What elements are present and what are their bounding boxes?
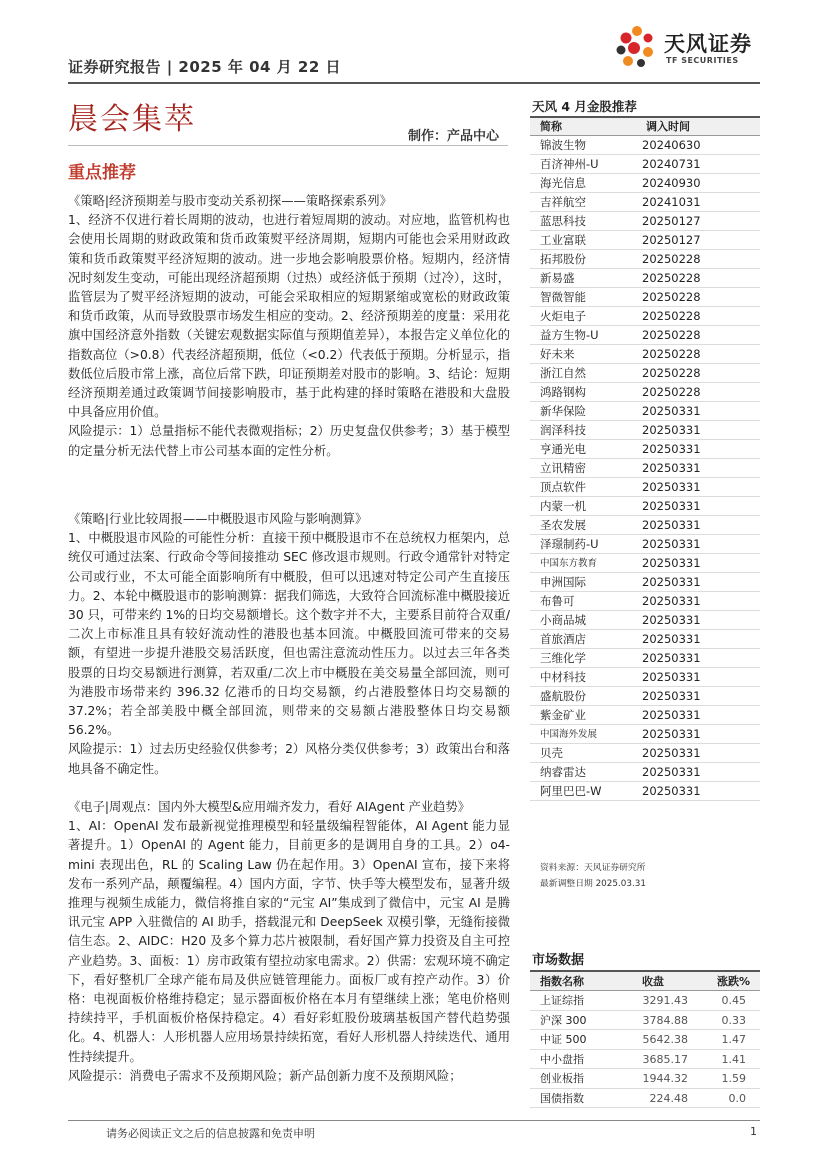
company-logo xyxy=(612,22,762,72)
table-row xyxy=(530,687,760,706)
index-close: 3685.17 xyxy=(642,1052,688,1066)
stock-date: 20240930 xyxy=(642,176,701,190)
stock-name: 立讯精密 xyxy=(540,461,586,475)
stock-date: 20250331 xyxy=(642,556,701,570)
index-name: 上证综指 xyxy=(540,994,584,1007)
table-row xyxy=(530,402,760,421)
stock-name: 中国东方教育 xyxy=(540,558,598,569)
stock-name: 申洲国际 xyxy=(540,575,586,589)
stock-date: 20250228 xyxy=(642,366,701,380)
logo-mark-icon xyxy=(612,22,662,72)
disclaimer: 请务必阅读正文之后的信息披露和免责申明 xyxy=(106,1127,315,1140)
table-row xyxy=(530,763,760,782)
logo-subtitle: TF SECURITIES xyxy=(666,56,739,65)
footer-divider xyxy=(68,1120,760,1121)
index-name: 国债指数 xyxy=(540,1091,584,1105)
index-close: 3784.88 xyxy=(642,1013,688,1027)
col-close-header: 收盘 xyxy=(642,975,664,988)
table-row xyxy=(530,497,760,516)
producer-label: 制作：产品中心 xyxy=(408,129,500,144)
table-row xyxy=(530,1069,760,1089)
market-table-body xyxy=(530,991,760,1108)
stock-date: 20250331 xyxy=(642,746,701,760)
stock-name: 好未来 xyxy=(540,347,575,361)
stock-name: 阿里巴巴-W xyxy=(540,784,602,798)
table-row xyxy=(530,459,760,478)
stock-date: 20250331 xyxy=(642,727,701,741)
table-row xyxy=(530,535,760,554)
stock-date: 20250331 xyxy=(642,689,701,703)
section-title: 重点推荐 xyxy=(68,163,136,183)
stock-date: 20250331 xyxy=(642,632,701,646)
stock-date: 20250331 xyxy=(642,651,701,665)
index-name: 中小盘指 xyxy=(540,1052,584,1066)
table-row xyxy=(530,1030,760,1050)
stock-name: 浙江自然 xyxy=(540,366,586,380)
article-1 xyxy=(68,192,510,461)
stock-date: 20250331 xyxy=(642,784,701,798)
stock-date: 20250331 xyxy=(642,404,701,418)
stock-date: 20250228 xyxy=(642,290,701,304)
index-change: 1.47 xyxy=(721,1033,746,1046)
stock-panel-title: 天风 4 月金股推荐 xyxy=(532,99,637,114)
table-row xyxy=(530,231,760,250)
article-title: 《策略|行业比较周报——中概股退市风险与影响测算》 xyxy=(68,512,368,526)
stock-date: 20250228 xyxy=(642,271,701,285)
index-close: 5642.38 xyxy=(642,1033,688,1046)
stock-date: 20250331 xyxy=(642,537,701,551)
index-name: 中证 500 xyxy=(540,1033,587,1046)
stock-date: 20250331 xyxy=(642,765,701,779)
table-row xyxy=(530,326,760,345)
stock-date: 20240630 xyxy=(642,138,701,152)
stock-name: 小商品城 xyxy=(540,613,586,627)
index-change: 1.41 xyxy=(721,1052,746,1066)
index-close: 3291.43 xyxy=(642,994,688,1007)
stock-date: 20250228 xyxy=(642,252,701,266)
article-risk: 风险提示：1）总量指标不能代表微观指标；2）历史复盘仅供参考；3）基于模型的定量分析无法代替上市公司基本面的定性分析。 xyxy=(68,424,510,458)
stock-picks-panel xyxy=(530,98,760,801)
article-text: 1、AI：OpenAI 发布最新视觉推理模型和轻量级编程智能体，AI Agent 能力显著提升。1）OpenAI 的 Agent 能力，目前更多的是调用自身的工具。2）o4-mini 表现出色，RL 的 Scaling Law 仍在起作用。3）OpenAI 宣布，接下来将发布一系列产品，颠覆编程。4）国内方面，字节、快手等大模型发布，显著升级推理与视频生成能力，微信将推自家的“元宝 AI”集成到了微信中，元宝 AI 是腾讯元宝 APP 入驻微信的 AI 助手，搭载混元和 DeepSeek 双模引擎，无缝衔接微信生态。2、AIDC：H20 及多个算力芯片被限制，看好国产算力投资及自主可控产业趋势。3、面板：1）房市政策有望拉动家电需求。2）供需：宏观环境不确定下，看好整机厂全球产能布局及供应链管理能力。面板厂或有控产动作。3）价格：电视面板价格维持稳定；显示器面板价格在本月有望继续上涨；笔电价格则持续持平，手机面板价格保持稳定。4）看好彩虹股份玻璃基板国产替代趋势强化。4、机器人：人形机器人应用场景持续拓宽，看好人形机器人持续迭代、通用性持续提升。 xyxy=(68,819,510,1064)
stock-name: 三维化学 xyxy=(540,651,586,665)
table-row xyxy=(530,630,760,649)
table-row xyxy=(530,155,760,174)
stock-table-body xyxy=(530,136,760,801)
stock-date: 20250331 xyxy=(642,575,701,589)
market-data-panel xyxy=(530,952,760,1108)
col-name-header: 简称 xyxy=(540,120,562,133)
stock-table-header xyxy=(530,118,760,136)
stock-name: 拓邦股份 xyxy=(540,252,586,266)
title-divider xyxy=(68,145,508,146)
index-change: 0.0 xyxy=(728,1091,746,1105)
stock-name: 亨通光电 xyxy=(540,442,586,456)
update-note: 最新调整日期 2025.03.31 xyxy=(540,879,646,889)
article-risk: 风险提示：消费电子需求不及预期风险；新产品创新力度不及预期风险； xyxy=(68,1068,462,1083)
stock-date: 20250331 xyxy=(642,442,701,456)
stock-name: 内蒙一机 xyxy=(540,499,586,513)
stock-date: 20250331 xyxy=(642,499,701,513)
header-divider xyxy=(68,82,760,84)
stock-date: 20250331 xyxy=(642,480,701,494)
table-row xyxy=(530,383,760,402)
table-row xyxy=(530,668,760,687)
market-table-header xyxy=(530,972,760,991)
table-row xyxy=(530,1089,760,1109)
article-risk: 风险提示：1）过去历史经验仅供参考；2）风格分类仅供参考；3）政策出台和落地具备不确定性。 xyxy=(68,742,510,776)
table-row xyxy=(530,193,760,212)
stock-date: 20250228 xyxy=(642,385,701,399)
stock-panel-notes xyxy=(540,860,646,892)
table-row xyxy=(530,744,760,763)
stock-name: 工业富联 xyxy=(540,233,586,247)
stock-date: 20240731 xyxy=(642,157,701,171)
table-row xyxy=(530,516,760,535)
page-number: 1 xyxy=(750,1125,757,1138)
logo-name: 天风证券 xyxy=(664,32,752,56)
table-row xyxy=(530,212,760,231)
table-row xyxy=(530,174,760,193)
article-3 xyxy=(68,798,510,1086)
stock-name: 锦波生物 xyxy=(540,138,586,152)
stock-date: 20250331 xyxy=(642,594,701,608)
stock-name: 紫金矿业 xyxy=(540,708,586,722)
table-row xyxy=(530,250,760,269)
stock-name: 布鲁可 xyxy=(540,594,575,608)
table-row xyxy=(530,345,760,364)
table-row xyxy=(530,991,760,1011)
stock-name: 吉祥航空 xyxy=(540,195,586,209)
col-date-header: 调入时间 xyxy=(646,120,690,133)
table-row xyxy=(530,307,760,326)
table-row xyxy=(530,782,760,801)
stock-name: 贝壳 xyxy=(540,746,563,760)
col-change-header: 涨跌% xyxy=(716,975,750,988)
article-2 xyxy=(68,510,510,779)
table-row xyxy=(530,1050,760,1070)
stock-date: 20250127 xyxy=(642,233,701,247)
index-change: 0.33 xyxy=(721,1013,746,1027)
stock-date: 20250127 xyxy=(642,214,701,228)
stock-name: 润泽科技 xyxy=(540,423,586,437)
article-title: 《电子|周观点：国内外大模型&应用端齐发力，看好 AIAgent 产业趋势》 xyxy=(68,800,471,814)
col-index-header: 指数名称 xyxy=(540,975,584,988)
article-title: 《策略|经济预期差与股市变动关系初探——策略探索系列》 xyxy=(68,194,392,208)
page-title: 晨会集萃 xyxy=(68,102,196,137)
stock-name: 泽璟制药-U xyxy=(540,537,599,551)
table-row xyxy=(530,421,760,440)
report-date: 证券研究报告 | 2025 年 04 月 22 日 xyxy=(68,58,342,76)
market-panel-title: 市场数据 xyxy=(532,953,585,968)
stock-date: 20241031 xyxy=(642,195,701,209)
article-text: 1、经济不仅进行着长周期的波动，也进行着短周期的波动。对应地，监管机构也会使用长周期的财政政策和货币政策熨平经济周期，短期内可能也会采用财政政策和货币政策熨平经济短期的波动。进一步地会影响股票价格。短期内，经济情况时刻发生变动，可能出现经济超预期（过热）或经济低于预期（过冷），这时，监管层为了熨平经济短期的波动，可能会采取相应的短期紧缩或宽松的财政政策和货币政策，从而导致股票市场发生相应的变动。2、经济预期差的度量：采用花旗中国经济意外指数（关键宏观数据实际值与预期值差异），本报告定义单位化的指数高位（>0.8）代表经济超预期，低位（<0.2）代表低于预期。分析显示，指数低位后股市常上涨，高位后常下跌，印证预期差对股市的影响。3、结论：短期经济预期差通过政策调节间接影响股市，基于此构建的择时策略在港股和大盘股中具备应用价值。 xyxy=(68,213,510,420)
stock-date: 20250331 xyxy=(642,461,701,475)
table-row xyxy=(530,592,760,611)
stock-name: 新易盛 xyxy=(540,271,575,285)
stock-name: 纳睿雷达 xyxy=(540,765,586,779)
stock-name: 中国海外发展 xyxy=(540,729,598,740)
table-row xyxy=(530,364,760,383)
table-row xyxy=(530,649,760,668)
stock-name: 蓝思科技 xyxy=(540,214,586,228)
stock-date: 20250331 xyxy=(642,708,701,722)
table-row xyxy=(530,611,760,630)
table-row xyxy=(530,478,760,497)
index-name: 创业板指 xyxy=(540,1072,584,1085)
stock-name: 盛航股份 xyxy=(540,689,586,703)
table-row xyxy=(530,554,760,573)
stock-name: 益方生物-U xyxy=(540,328,599,342)
table-row xyxy=(530,136,760,155)
stock-date: 20250228 xyxy=(642,347,701,361)
table-row xyxy=(530,573,760,592)
stock-date: 20250228 xyxy=(642,309,701,323)
stock-name: 智微智能 xyxy=(540,290,586,304)
article-text: 1、中概股退市风险的可能性分析：直接干预中概股退市不在总统权力框架内，总统仅可通过法案、行政命令等间接推动 SEC 修改退市规则。行政令通常针对特定公司或行业，不太可能全面影响所有中概股，但可以迅速对特定公司产生直接压力。2、本轮中概股退市的影响测算：据我们筛选，大致符合回流标准中概股接近 30 只，可带来约 1%的日均交易额增长。这个数字并不大，主要系目前符合双重/二次上市标准且具有较好流动性的港股也基本回流。中概股回流可带来的交易额，有望进一步提升港股交易活跃度，但也需注意流动性压力。以过去三年各类股票的日均交易额进行测算，若双重/二次上市中概股在美交易量全部回流，则可为港股市场带来约 396.32 亿港币的日均交易额，约占港股整体日均交易额的 37.2%；若全部美股中概全部回流，则带来的交易额占港股整体日均交易额 56.2%。 xyxy=(68,531,510,738)
table-row xyxy=(530,288,760,307)
index-close: 1944.32 xyxy=(642,1072,688,1085)
stock-name: 中材科技 xyxy=(540,670,586,684)
stock-name: 火炬电子 xyxy=(540,309,586,323)
stock-name: 新华保险 xyxy=(540,404,586,418)
stock-date: 20250228 xyxy=(642,328,701,342)
stock-name: 海光信息 xyxy=(540,176,586,190)
table-row xyxy=(530,440,760,459)
stock-name: 顶点软件 xyxy=(540,480,586,494)
index-change: 0.45 xyxy=(721,994,746,1007)
index-close: 224.48 xyxy=(649,1091,688,1105)
source-note: 资料来源：天风证券研究所 xyxy=(540,863,646,873)
stock-date: 20250331 xyxy=(642,613,701,627)
stock-date: 20250331 xyxy=(642,670,701,684)
stock-name: 鸿路钢构 xyxy=(540,385,586,399)
stock-name: 首旅酒店 xyxy=(540,632,586,646)
stock-date: 20250331 xyxy=(642,518,701,532)
table-row xyxy=(530,269,760,288)
stock-name: 圣农发展 xyxy=(540,518,586,532)
stock-name: 百济神州-U xyxy=(540,157,599,171)
index-name: 沪深 300 xyxy=(540,1013,587,1027)
table-row xyxy=(530,1011,760,1031)
table-row xyxy=(530,706,760,725)
table-row xyxy=(530,725,760,744)
index-change: 1.59 xyxy=(721,1072,746,1085)
stock-date: 20250331 xyxy=(642,423,701,437)
